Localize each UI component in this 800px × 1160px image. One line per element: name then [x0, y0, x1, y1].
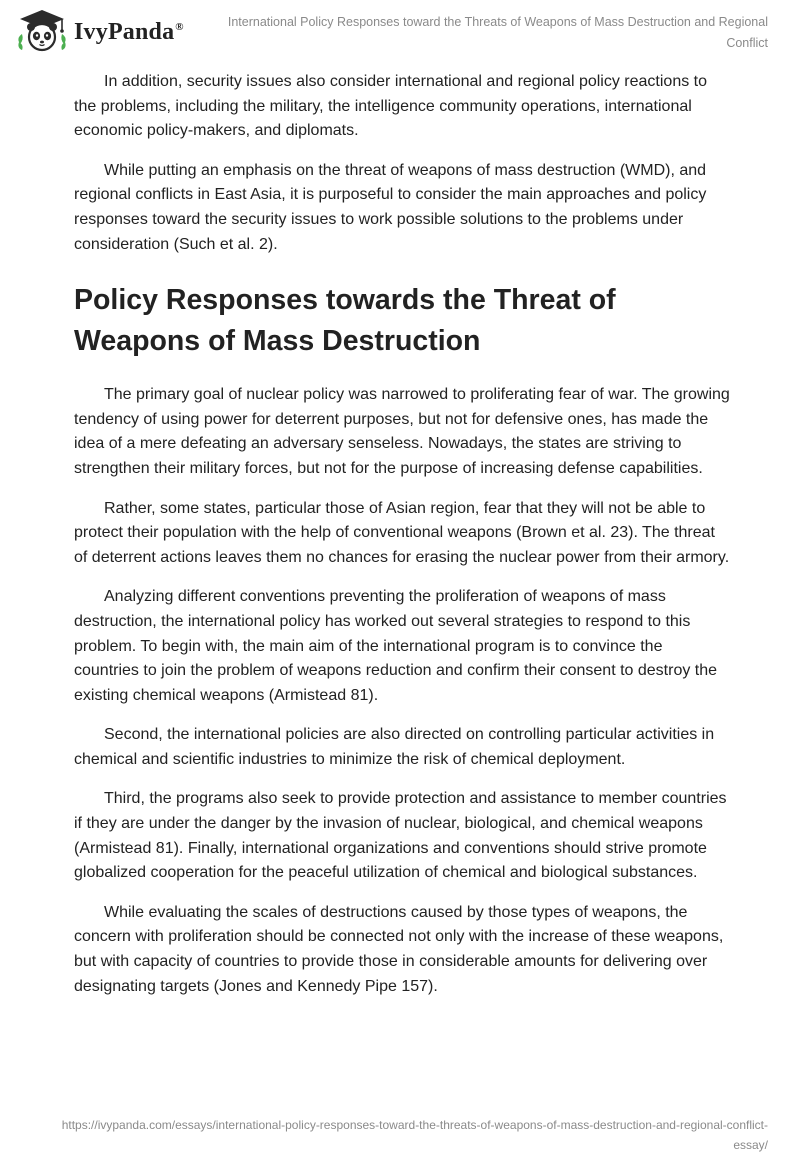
ivypanda-logo[interactable] [14, 8, 184, 54]
paragraph: Second, the international policies are also directed on controlling particular activities in chemical and scientific industries to minimize the risk of chemical deployment. [74, 726, 715, 768]
registered-mark: ® [175, 20, 184, 33]
document-title: International Policy Responses toward the Threats of Weapons of Mass Destruction and Regional Conflict [227, 15, 768, 50]
paragraph: While putting an emphasis on the threat of weapons of mass destruction (WMD), and regional conflicts in East Asia, it is purposeful to consider the main approaches and policy responses toward the security issues to work possible solutions to the problems under consideration (Such et al. 2). [74, 161, 707, 253]
paragraph: Analyzing different conventions preventing the proliferation of weapons of mass destruction, the international policy has worked out several strategies to respond to this problem. To begin with, the main aim of the international program is to convince the countries to join the problem of weapons reduction and confirm their consent to destroy the existing chemical weapons (Armistead 81). [74, 588, 718, 704]
paragraph: While evaluating the scales of destructions caused by those types of weapons, the concern with proliferation should be connected not only with the increase of these weapons, but with capacity of countries to provide those in considerable amounts for delivering over designating targets (Jones and Kennedy Pipe 157). [74, 903, 724, 995]
section-heading: Policy Responses towards the Threat of Weapons of Mass Destruction [74, 284, 616, 358]
paragraph: Third, the programs also seek to provide protection and assistance to member countries if they are under the danger by the invasion of nuclear, biological, and chemical weapons (Armistead 81). Finally, international organizations and conventions should strive promote globalized cooperation for the peaceful utilization of chemical and biological substances. [74, 790, 727, 882]
paragraph: The primary goal of nuclear policy was narrowed to proliferating fear of war. The growing tendency of using power for deterrent purposes, but not for defensive ones, has made the idea of a mere defeating an adversary senseless. Nowadays, the states are striving to strengthen their military forces, but not for the purpose of increasing defense capabilities. [74, 386, 730, 477]
source-url[interactable]: https://ivypanda.com/essays/international-policy-responses-toward-the-threats-of-weapons-of-mass-destruction-and-regional-conflict-essay/ [61, 1118, 768, 1152]
brand-text: IvyPanda [74, 18, 175, 45]
paragraph: In addition, security issues also consider international and regional policy reactions to the problems, including the military, the intelligence community operations, international economic policy-makers, and diplomats. [74, 73, 708, 140]
page-header [0, 0, 800, 60]
paragraph: Rather, some states, particular those of Asian region, fear that they will not be able to protect their population with the help of conventional weapons (Brown et al. 23). The threat of deterrent actions leaves them no chances for erasing the nuclear power from their armory. [74, 499, 730, 566]
brand-name [74, 19, 184, 46]
essay-content [74, 70, 730, 1014]
panda-graduation-cap-icon [14, 8, 70, 54]
